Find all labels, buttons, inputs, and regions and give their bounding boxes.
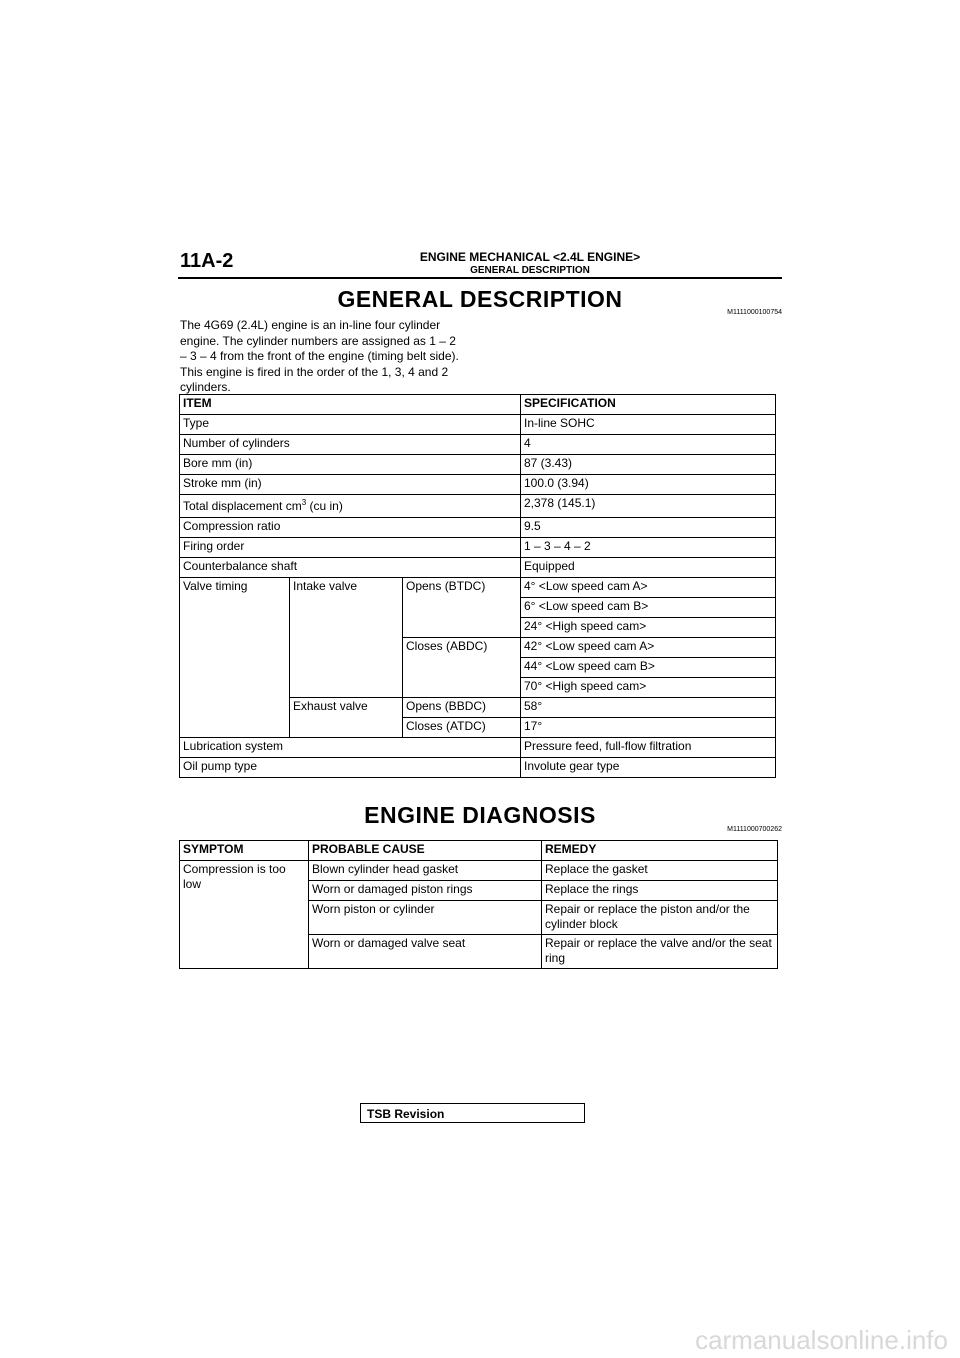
spec-cell: 4° <Low speed cam A> <box>521 578 776 598</box>
header-rule <box>178 277 782 279</box>
spec-cell: In-line SOHC <box>521 415 776 435</box>
table-row <box>180 518 776 538</box>
item-cell: Lubrication system <box>180 738 521 758</box>
table-row <box>180 495 776 518</box>
intake-valve-label: Intake valve <box>290 578 403 698</box>
intro-paragraph <box>180 318 480 396</box>
spec-cell: 2,378 (145.1) <box>521 495 776 518</box>
cause-cell: Worn piston or cylinder <box>309 901 542 935</box>
spec-cell: 24° <High speed cam> <box>521 618 776 638</box>
remedy-cell: Replace the rings <box>542 881 778 901</box>
spec-cell: 87 (3.43) <box>521 455 776 475</box>
section-code: M1111000100754 <box>727 309 782 316</box>
item-cell <box>180 495 521 518</box>
cause-cell: Worn or damaged piston rings <box>309 881 542 901</box>
exhaust-valve-label: Exhaust valve <box>290 698 403 738</box>
section-code: M1111000700262 <box>727 826 782 833</box>
header-remedy: REMEDY <box>542 841 778 861</box>
item-cell: Firing order <box>180 538 521 558</box>
specification-table <box>179 394 776 778</box>
remedy-cell: Repair or replace the valve and/or the seat ring <box>542 935 778 969</box>
remedy-cell: Repair or replace the piston and/or the cylinder block <box>542 901 778 935</box>
diagnosis-table <box>179 840 778 969</box>
page-number: 11A-2 <box>180 250 234 272</box>
table-row <box>180 455 776 475</box>
spec-cell: Involute gear type <box>521 758 776 778</box>
symptom-cell: Compression is too low <box>180 861 309 969</box>
header-item: ITEM <box>180 395 521 415</box>
intro-line: This engine is fired in the order of the 1, 3, 4 and 2 <box>180 364 449 379</box>
spec-cell: 4 <box>521 435 776 455</box>
header-symptom: SYMPTOM <box>180 841 309 861</box>
item-cell: Counterbalance shaft <box>180 558 521 578</box>
table-row <box>180 758 776 778</box>
cause-cell: Blown cylinder head gasket <box>309 861 542 881</box>
spec-cell: 17° <box>521 718 776 738</box>
spec-cell: 44° <Low speed cam B> <box>521 658 776 678</box>
running-header-subtitle: GENERAL DESCRIPTION <box>470 265 590 276</box>
table-row <box>180 738 776 758</box>
intro-line: cylinders. <box>180 380 231 394</box>
table-row <box>180 475 776 495</box>
intro-line: engine. The cylinder numbers are assigned as 1 – 2 <box>180 333 456 348</box>
table-row <box>180 435 776 455</box>
remedy-cell: Replace the gasket <box>542 861 778 881</box>
closes-atdc-label: Closes (ATDC) <box>403 718 521 738</box>
item-cell: Number of cylinders <box>180 435 521 455</box>
item-cell: Type <box>180 415 521 435</box>
closes-abdc-label: Closes (ABDC) <box>403 638 521 698</box>
valve-timing-label: Valve timing <box>180 578 290 738</box>
spec-cell: 6° <Low speed cam B> <box>521 598 776 618</box>
spec-cell: Equipped <box>521 558 776 578</box>
displacement-unit: (cu in) <box>306 499 343 513</box>
tsb-revision-box: TSB Revision <box>360 1103 585 1123</box>
spec-cell: 58° <box>521 698 776 718</box>
header-probable-cause: PROBABLE CAUSE <box>309 841 542 861</box>
table-row <box>180 538 776 558</box>
displacement-superscript: 3 <box>301 498 307 507</box>
item-cell: Oil pump type <box>180 758 521 778</box>
spec-cell: 70° <High speed cam> <box>521 678 776 698</box>
item-cell: Bore mm (in) <box>180 455 521 475</box>
running-header-title: ENGINE MECHANICAL <2.4L ENGINE> <box>419 250 641 264</box>
watermark: carmanualsonline.info <box>695 1325 948 1355</box>
spec-cell: 1 – 3 – 4 – 2 <box>521 538 776 558</box>
section-title-engine-diagnosis: ENGINE DIAGNOSIS <box>364 802 596 828</box>
item-cell: Stroke mm (in) <box>180 475 521 495</box>
table-row <box>180 578 776 598</box>
spec-cell: Pressure feed, full-flow filtration <box>521 738 776 758</box>
spec-cell: 9.5 <box>521 518 776 538</box>
table-header-row <box>180 395 776 415</box>
section-title-general-description: GENERAL DESCRIPTION <box>337 286 623 312</box>
spec-cell: 42° <Low speed cam A> <box>521 638 776 658</box>
table-row <box>180 558 776 578</box>
table-row <box>180 861 778 881</box>
opens-btdc-label: Opens (BTDC) <box>403 578 521 638</box>
cause-cell: Worn or damaged valve seat <box>309 935 542 969</box>
item-cell: Compression ratio <box>180 518 521 538</box>
table-header-row <box>180 841 778 861</box>
displacement-label: Total displacement cm <box>183 499 302 513</box>
opens-bbdc-label: Opens (BBDC) <box>403 698 521 718</box>
intro-line: – 3 – 4 from the front of the engine (timing belt side). <box>180 349 459 363</box>
header-specification: SPECIFICATION <box>521 395 776 415</box>
intro-line: The 4G69 (2.4L) engine is an in-line four cylinder <box>180 318 441 332</box>
spec-cell: 100.0 (3.94) <box>521 475 776 495</box>
table-row <box>180 415 776 435</box>
